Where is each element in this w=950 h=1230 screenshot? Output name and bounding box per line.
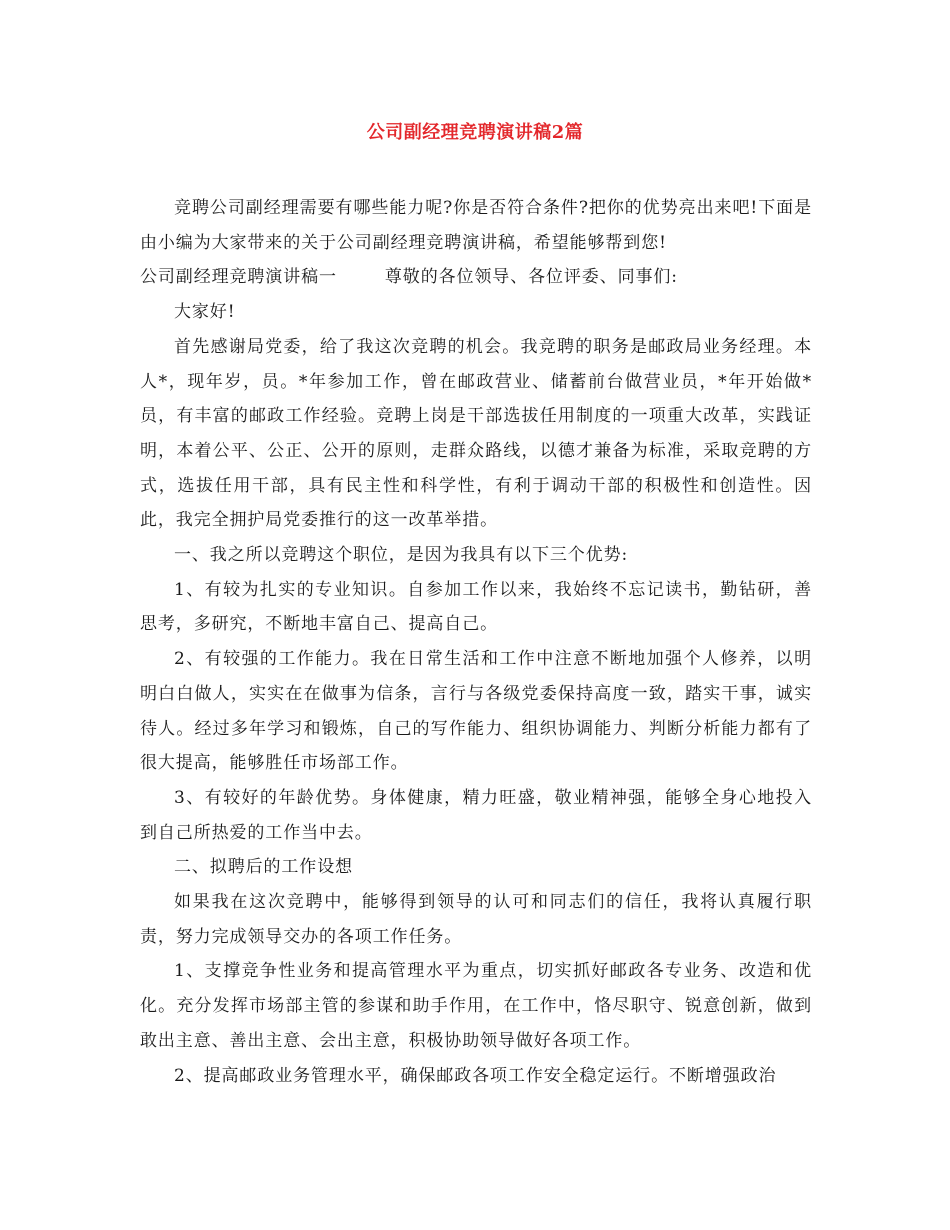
body-paragraph: 如果我在这次竞聘中，能够得到领导的认可和同志们的信任，我将认真履行职责，努力完成领导交办的各项工作任务。	[140, 892, 812, 947]
body-paragraph: 2、提高邮政业务管理水平，确保邮政各项工作安全稳定运行。不断增强政治	[174, 1065, 777, 1086]
greeting-paragraph: 大家好!	[174, 302, 236, 323]
section-heading: 二、拟聘后的工作设想	[174, 857, 353, 878]
document-body	[140, 191, 812, 1093]
body-paragraph: 3、有较好的年龄优势。身体健康，精力旺盛，敬业精神强，能够全身心地投入到自己所热爱的工作当中去。	[140, 787, 812, 843]
section-heading: 一、我之所以竞聘这个职位，是因为我具有以下三个优势:	[174, 545, 629, 566]
intro-paragraph: 竞聘公司副经理需要有哪些能力呢?你是否符合条件?把你的优势亮出来吧!下面是由小编为大家带来的关于公司副经理竞聘演讲稿，希望能够帮到您!	[140, 198, 812, 253]
body-paragraph: 2、有较强的工作能力。我在日常生活和工作中注意不断地加强个人修养，以明明白白做人，实实在在做事为信条，言行与各级党委保持高度一致，踏实干事，诚实待人。经过多年学习和锻炼，自己的写作能力、组织协调能力、判断分析能力都有了很大提高，能够胜任市场部工作。	[140, 649, 812, 774]
body-paragraph: 1、支撑竞争性业务和提高管理水平为重点，切实抓好邮政各专业务、改造和优化。充分发挥市场部主管的参谋和助手作用，在工作中，恪尽职守、锐意创新，做到敢出主意、善出主意、会出主意，积极协助领导做好各项工作。	[140, 961, 812, 1051]
speech-heading-title: 公司副经理竞聘演讲稿一	[140, 267, 337, 288]
speech-salutation: 尊敬的各位领导、各位评委、同事们:	[384, 267, 678, 288]
speech-heading-line	[140, 260, 812, 295]
body-paragraph: 首先感谢局党委，给了我这次竞聘的机会。我竞聘的职务是邮政局业务经理。本人*，现年岁，员。*年参加工作，曾在邮政营业、储蓄前台做营业员，*年开始做*员，有丰富的邮政工作经验。竞聘上岗是干部选拔任用制度的一项重大改革，实践证明，本着公平、公正、公开的原则，走群众路线，以德才兼备为标准，采取竞聘的方式，选拔任用干部，具有民主性和科学性，有利于调动干部的积极性和创造性。因此，我完全拥护局党委推行的这一改革举措。	[140, 336, 812, 531]
body-paragraph: 1、有较为扎实的专业知识。自参加工作以来，我始终不忘记读书，勤钻研，善思考，多研究，不断地丰富自己、提高自己。	[140, 579, 812, 635]
document-title: 公司副经理竞聘演讲稿2篇	[366, 122, 584, 143]
